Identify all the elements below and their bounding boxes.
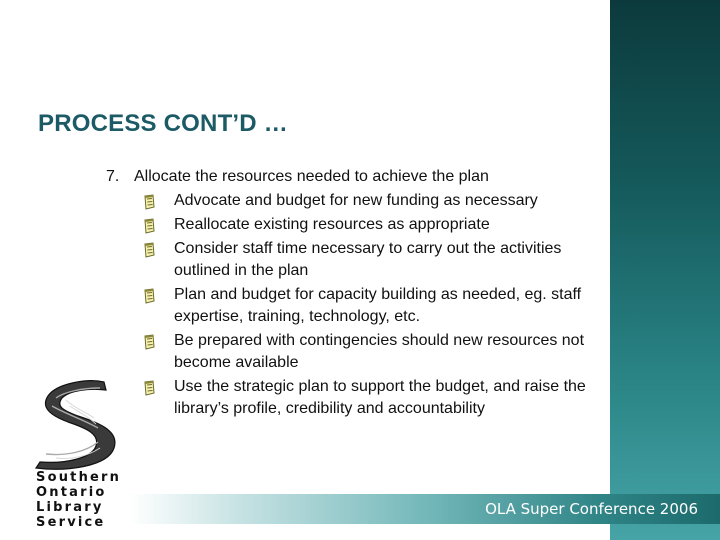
sub-item bbox=[134, 284, 586, 328]
sub-item bbox=[134, 238, 586, 282]
sub-item-text: Be prepared with contingencies should new resources not become available bbox=[174, 332, 585, 371]
logo-wordmark bbox=[36, 470, 121, 530]
logo-s-mark-icon bbox=[26, 378, 130, 474]
sub-item-text: Use the strategic plan to support the budget, and raise the library’s profile, credibility and accountability bbox=[174, 378, 586, 417]
notepad-bullet-icon bbox=[142, 380, 156, 396]
sub-item bbox=[134, 214, 586, 236]
sub-item bbox=[134, 190, 586, 212]
notepad-bullet-icon bbox=[142, 194, 156, 210]
logo-line: Service bbox=[36, 515, 106, 530]
logo-line: Library bbox=[36, 500, 104, 515]
numbered-item bbox=[106, 166, 586, 420]
sub-item-text: Plan and budget for capacity building as needed, eg. staff expertise, training, technology, etc. bbox=[174, 286, 582, 325]
sols-logo bbox=[20, 378, 140, 528]
sub-item bbox=[134, 330, 586, 374]
notepad-bullet-icon bbox=[142, 218, 156, 234]
sub-item-text: Advocate and budget for new funding as necessary bbox=[174, 192, 538, 209]
sub-item-text: Consider staff time necessary to carry out the activities outlined in the plan bbox=[174, 240, 562, 279]
logo-line: Southern bbox=[36, 470, 122, 485]
footer-text: OLA Super Conference 2006 bbox=[485, 500, 698, 518]
item-text: Allocate the resources needed to achieve the plan bbox=[134, 168, 489, 185]
slide-title: PROCESS CONT’D … bbox=[38, 110, 288, 137]
sub-item-text: Reallocate existing resources as appropriate bbox=[174, 216, 490, 233]
notepad-bullet-icon bbox=[142, 288, 156, 304]
sub-item bbox=[134, 376, 586, 420]
sub-item-list bbox=[134, 190, 586, 420]
item-number: 7. bbox=[106, 168, 120, 185]
side-gradient-band bbox=[610, 0, 720, 540]
logo-line: Ontario bbox=[36, 485, 107, 500]
slide-content bbox=[106, 166, 586, 420]
notepad-bullet-icon bbox=[142, 334, 156, 350]
notepad-bullet-icon bbox=[142, 242, 156, 258]
